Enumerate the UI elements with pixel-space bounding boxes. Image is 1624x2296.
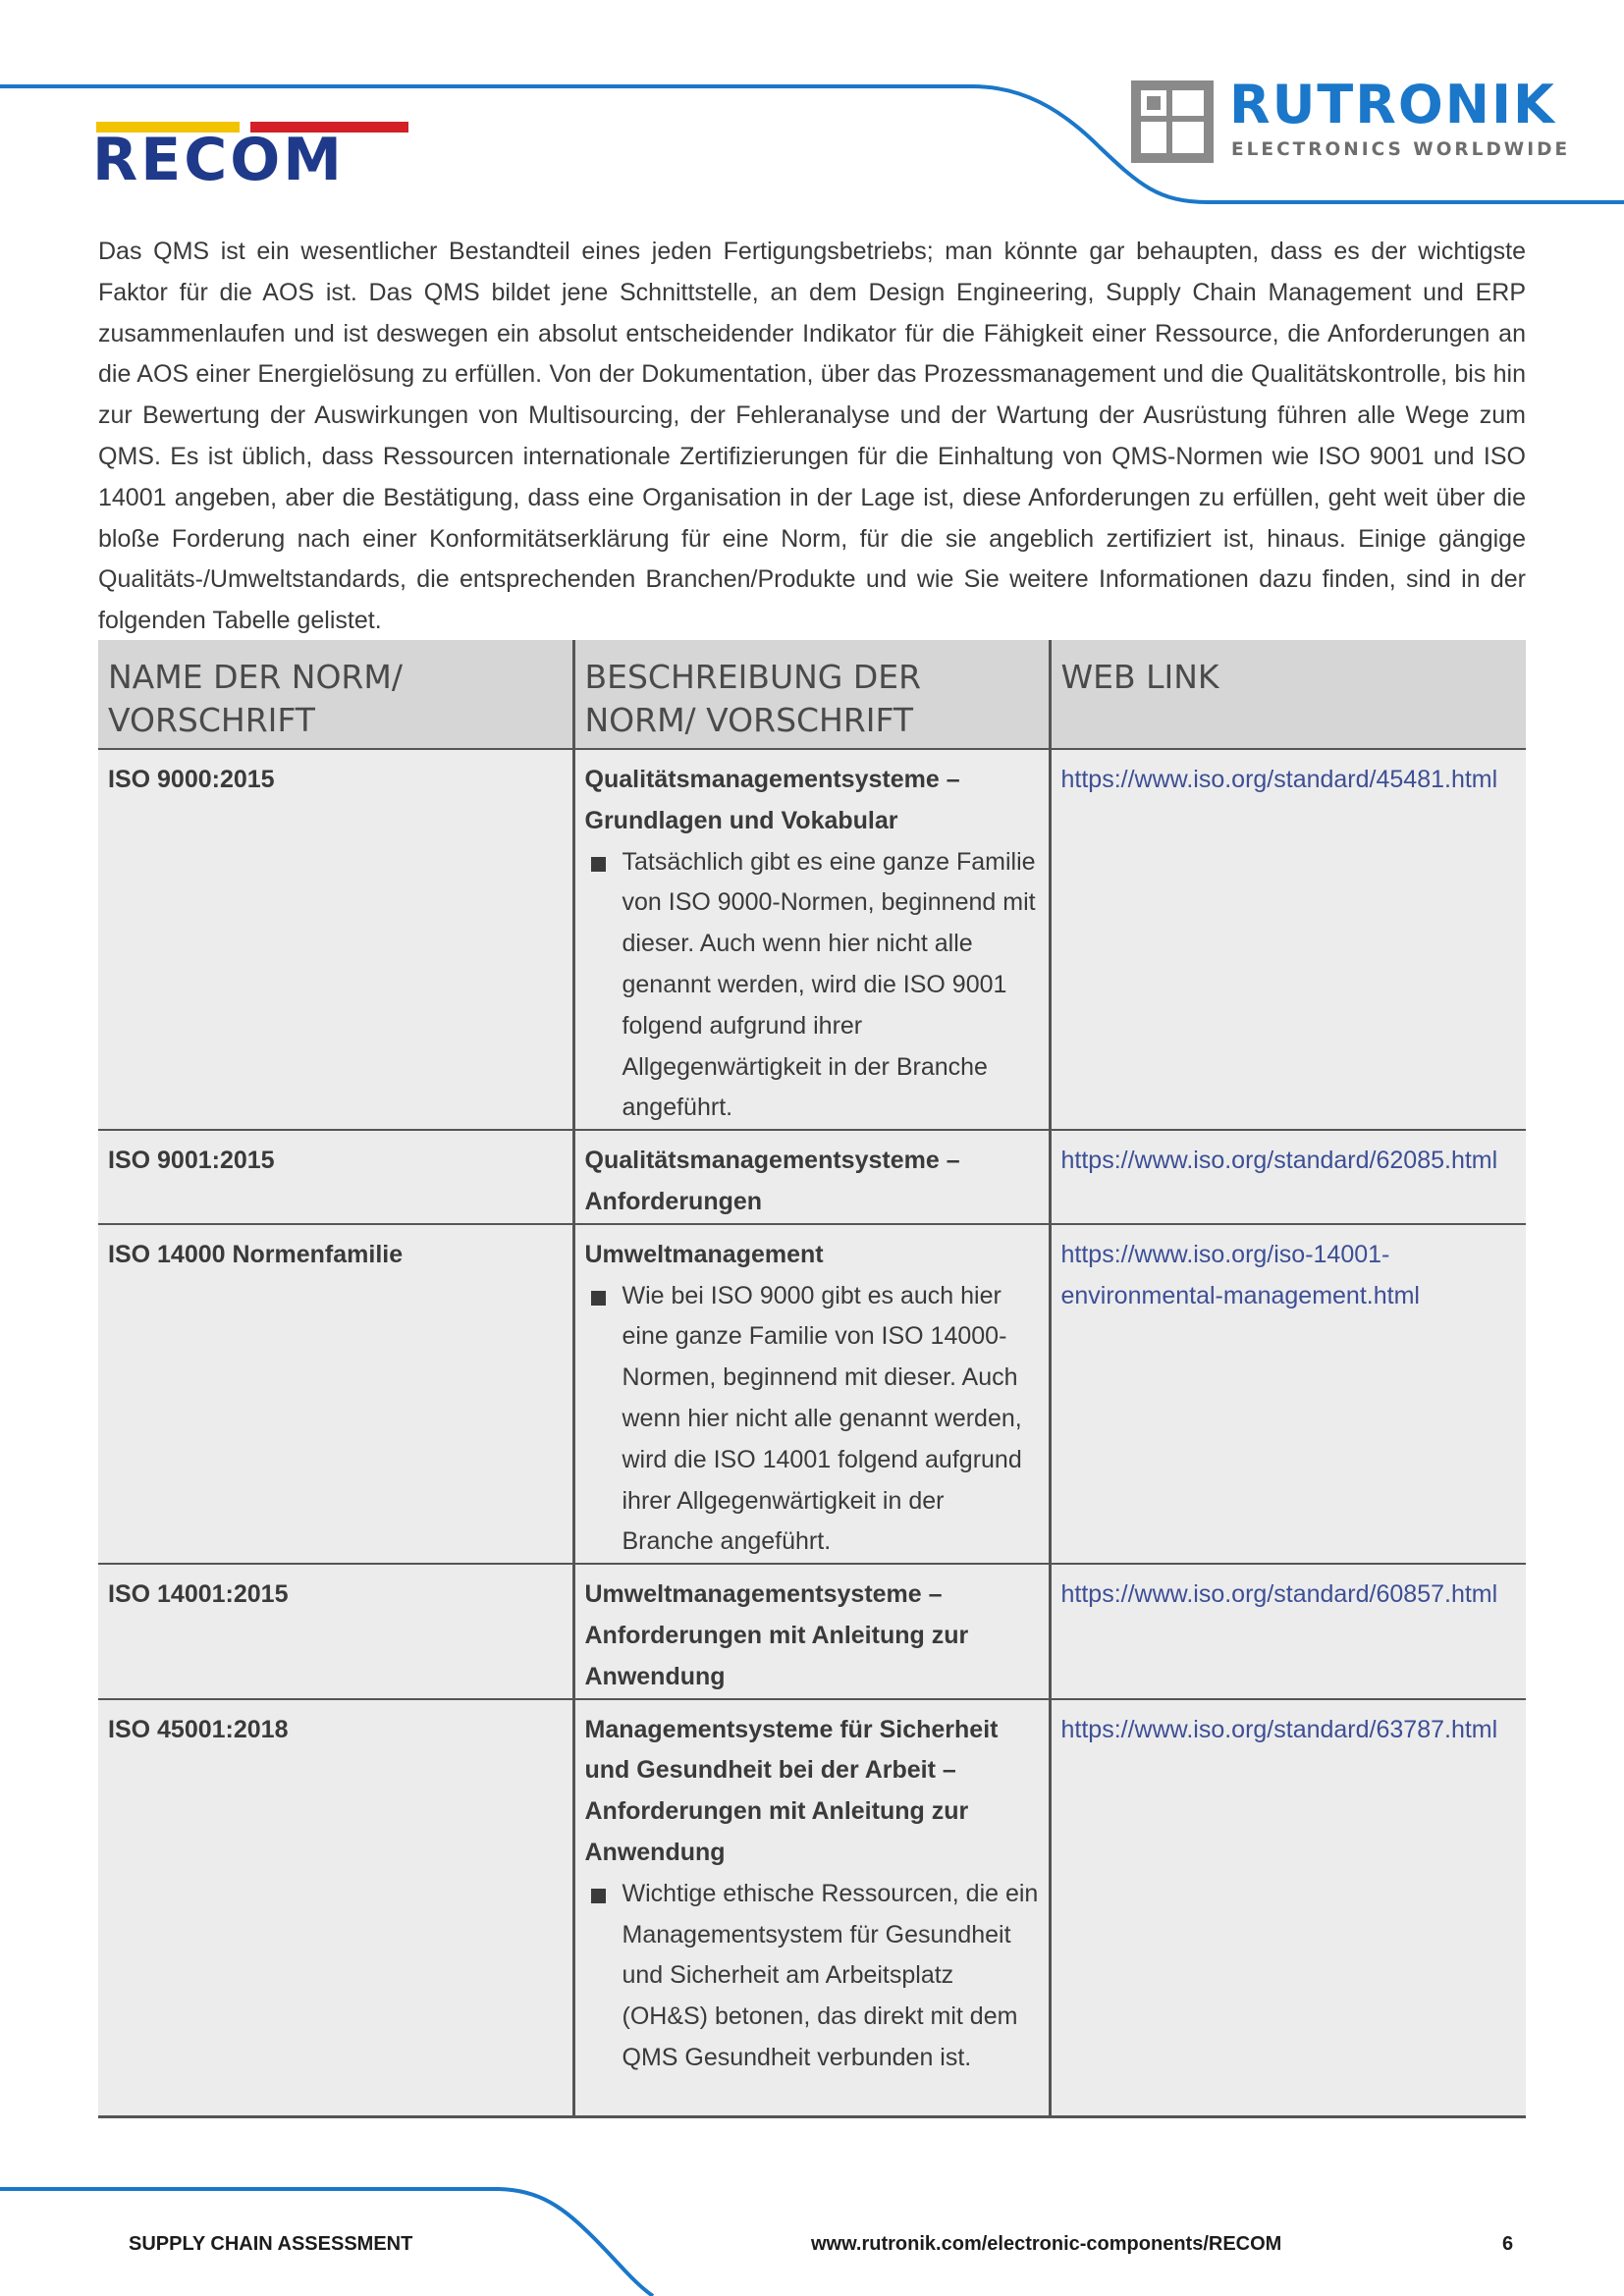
table-row [98,749,1526,1130]
standard-name: ISO 9000:2015 [108,766,275,793]
bullet-text: Tatsächlich gibt es eine ganze Familie von ISO 9000-Normen, beginnend mit dieser. Auch wenn hier nicht alle genannt werden, wird die ISO 9001 folgend aufgrund ihrer Allgegenwärtigkeit in der Branche angeführt. [622,847,1036,1122]
footer-page-number: 6 [1502,2233,1514,2255]
description-title: Qualitätsmanagementsysteme – Anforderungen [584,1147,960,1215]
recom-logo-text: RECOM [92,126,345,194]
description-title: Umweltmanagementsysteme – Anforderungen mit Anleitung zur Anwendung [584,1580,969,1690]
web-link[interactable]: https://www.iso.org/standard/62085.html [1060,1147,1498,1175]
standards-table [98,640,1526,2118]
description-title: Umweltmanagement [584,1240,824,1268]
bullet-square-icon [591,1291,606,1306]
rutronik-logo-icon [1131,80,1214,163]
standard-name: ISO 14000 Normenfamilie [108,1240,404,1268]
web-link[interactable]: https://www.iso.org/standard/63787.html [1060,1715,1498,1743]
web-link[interactable]: https://www.iso.org/standard/60857.html [1060,1580,1498,1609]
web-link[interactable]: https://www.iso.org/iso-14001-environmental-management.html [1060,1240,1420,1309]
footer-document-title: SUPPLY CHAIN ASSESSMENT [129,2233,413,2255]
standard-name: ISO 9001:2015 [108,1147,275,1175]
rutronik-tagline: ELECTRONICS WORLDWIDE [1231,139,1571,160]
column-header-description: BESCHREIBUNG DER NORM/ VORSCHRIFT [573,640,1050,749]
description-bullet [585,1276,1039,1564]
table-header-row [98,640,1526,749]
description-title: Qualitätsmanagementsysteme – Grundlagen und Vokabular [584,766,960,834]
web-link[interactable]: https://www.iso.org/standard/45481.html [1060,766,1498,793]
bullet-square-icon [591,1889,606,1903]
recom-logo [92,122,408,194]
bullet-text: Wie bei ISO 9000 gibt es auch hier eine ganze Familie von ISO 14000-Normen, beginnend mit dieser. Auch wenn hier nicht alle genannt werden, wird die ISO 14001 folgend aufgrund ihrer Allgegenwärtigkeit in der Branche angeführt. [622,1281,1022,1556]
standard-name: ISO 14001:2015 [108,1580,289,1609]
footer-url-link[interactable]: www.rutronik.com/electronic-components/RECOM [811,2233,1282,2255]
bullet-text: Wichtige ethische Ressourcen, die ein Managementsystem für Gesundheit und Sicherheit am Arbeitsplatz (OH&S) betonen, das direkt mit dem QMS Gesundheit verbunden ist. [622,1879,1039,2071]
column-header-name: NAME DER NORM/ VORSCHRIFT [98,640,573,749]
standard-name: ISO 45001:2018 [108,1715,289,1743]
table-row [98,1130,1526,1224]
table-row [98,1699,1526,2117]
intro-paragraph: Das QMS ist ein wesentlicher Bestandteil eines jeden Fertigungsbetriebs; man könnte gar behaupten, dass es der wichtigste Faktor für die AOS ist. Das QMS bildet jene Schnittstelle, an dem Design Engineering, Supply Chain Management und ERP zusammenlaufen und ist deswegen ein absolut entscheidender Indikator für die Fähigkeit einer Ressource, die Anforderungen an die AOS einer Energielösung zu erfüllen. Von der Dokumentation, über das Prozessmanagement und die Qualitätskontrolle, bis hin zur Bewertung der Auswirkungen von Multisourcing, der Fehleranalyse und der Wartung der Ausrüstung führen alle Wege zum QMS. Es ist üblich, dass Ressourcen internationale Zertifizierungen für die Einhaltung von QMS-Normen wie ISO 9001 und ISO 14001 angeben, aber die Bestätigung, dass eine Organisation in der Lage ist, diese Anforderungen zu erfüllen, geht weit über die bloße Forderung nach einer Konformitätserklärung für eine Norm, für die sie angeblich zertifiziert ist, hinaus. Einige gängige Qualitäts-/Umweltstandards, die entsprechenden Branchen/Produkte und wie Sie weitere Informationen dazu finden, sind in der folgenden Tabelle gelistet. [98,238,1526,635]
column-header-web-link: WEB LINK [1050,640,1526,749]
rutronik-logo-text: RUTRONIK [1229,74,1556,135]
table-row [98,1224,1526,1564]
description-bullet [585,842,1039,1130]
description-bullet [585,1874,1039,2079]
description-title: Managementsysteme für Sicherheit und Gesundheit bei der Arbeit – Anforderungen mit Anleitung zur Anwendung [584,1715,999,1866]
bullet-square-icon [591,857,606,872]
rutronik-logo [1131,74,1571,163]
table-row [98,1564,1526,1698]
